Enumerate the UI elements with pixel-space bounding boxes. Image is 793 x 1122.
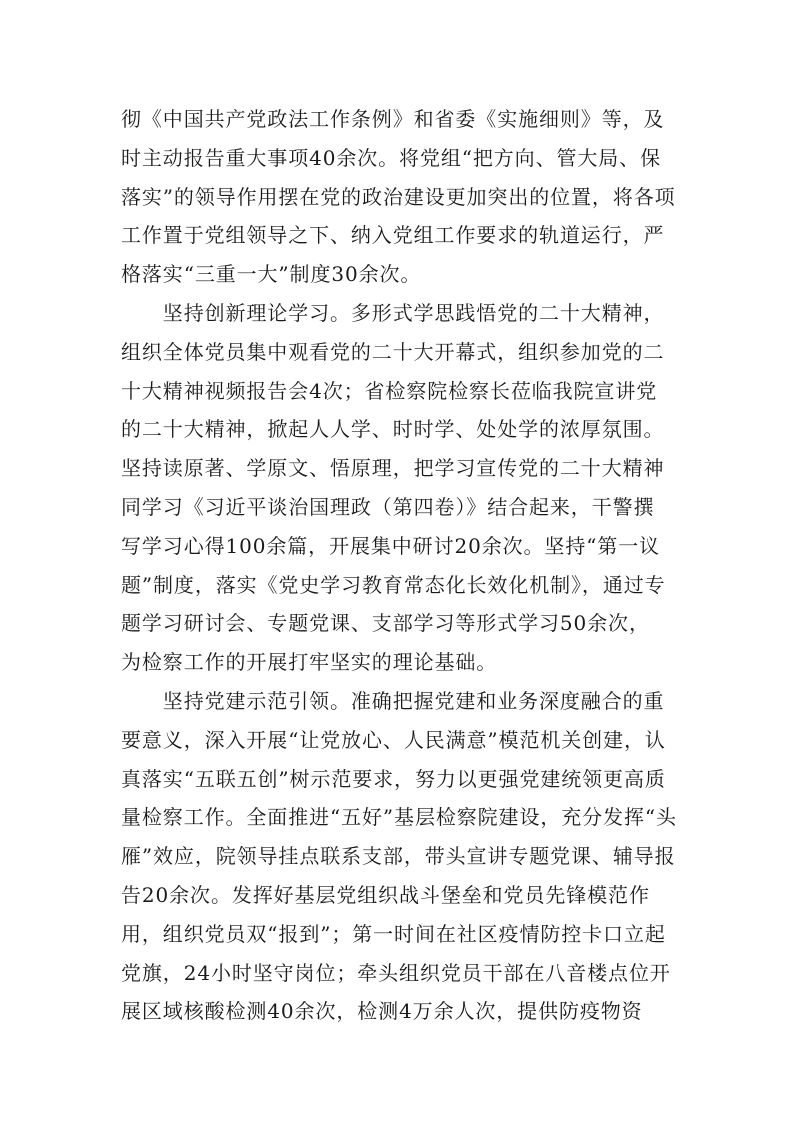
text-line: 写学习心得100余篇，开展集中研讨20余次。坚持“第一议 [121,533,661,558]
text-line: 党旗，24小时坚守岗位；牵头组织党员干部在八音楼点位开 [121,960,671,985]
text-line: 题”制度，落实《党史学习教育常态化长效化机制》，通过专 [121,572,666,597]
text-line: 同学习《习近平谈治国理政（第四卷）》结合起来，干警撰 [121,494,655,519]
paragraph-heading-line: 坚持创新理论学习。多形式学思践悟党的二十大精神， [121,300,665,325]
text-line: 彻《中国共产党政法工作条例》和省委《实施细则》等，及 [121,107,665,131]
text-line: 要意义，深入开展“让党放心、人民满意”模范机关创建，认 [121,727,666,752]
text-line: 题学习研讨会、专题党课、支部学习等形式学习50余次， [121,611,650,636]
text-line: 的二十大精神，掀起人人学、时时学、处处学的浓厚氛围。 [121,417,665,442]
text-line: 十大精神视频报告会4次；省检察院检察长莅临我院宣讲党 [121,378,658,403]
text-line: 展区域核酸检测40余次，检测4万余人次，提供防疫物资 [121,999,643,1024]
text-line: 坚持读原著、学原文、悟原理，把学习宣传党的二十大精神 [121,456,665,481]
text-line: 真落实“五联五创”树示范要求，努力以更强党建统领更高质 [121,766,666,791]
text-line: 工作置于党组领导之下、纳入党组工作要求的轨道运行，严 [121,223,665,248]
text-line: 告20余次。发挥好基层党组织战斗堡垒和党员先锋模范作 [121,882,650,907]
text-line: 落实”的领导作用摆在党的政治建设更加突出的位置，将各项 [121,184,676,209]
text-line: 为检察工作的开展打牢坚实的理论基础。 [121,650,498,675]
text-line: 雁”效应，院领导挂点联系支部，带头宣讲专题党课、辅导报 [121,844,676,869]
text-line: 组织全体党员集中观看党的二十大开幕式，组织参加党的二 [121,339,665,364]
text-line: 时主动报告重大事项40余次。将党组“把方向、管大局、保 [121,145,661,170]
text-line: 格落实“三重一大”制度30余次。 [121,262,422,287]
text-line: 量检察工作。全面推进“五好”基层检察院建设，充分发挥“头 [121,805,677,830]
text-line: 用，组织党员双“报到”；第一时间在社区疫情防控卡口立起 [121,921,666,946]
body-text [121,100,687,1031]
paragraph-heading-line: 坚持党建示范引领。准确把握党建和业务深度融合的重 [121,688,665,713]
